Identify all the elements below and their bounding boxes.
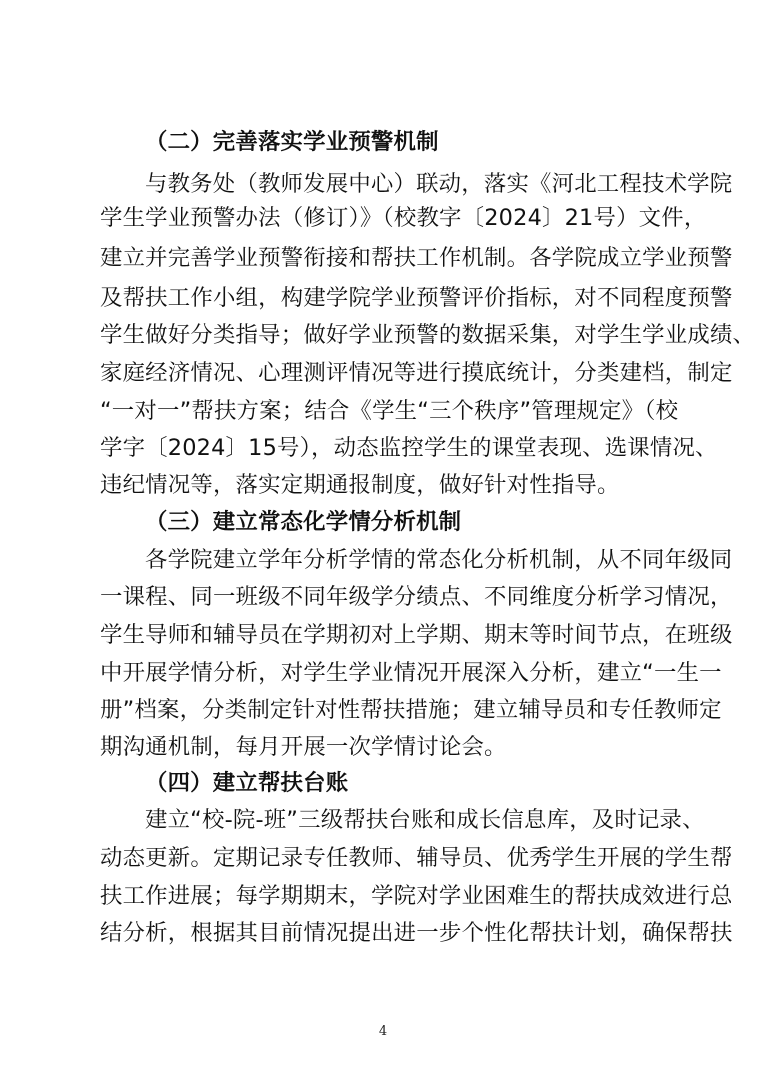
paragraph-line: 结分析，根据其目前情况提出进一步个性化帮扶计划，确保帮扶 xyxy=(100,920,733,946)
paragraph-line: 各学院建立学年分析学情的常态化分析机制，从不同年级同 xyxy=(145,547,733,573)
paragraph-line: 学生导师和辅导员在学期初对上学期、期末等时间节点，在班级 xyxy=(100,622,733,648)
paragraph-line: 与教务处（教师发展中心）联动，落实《河北工程技术学院 xyxy=(145,171,733,197)
paragraph-line: 一课程、同一班级不同年级学分绩点、不同维度分析学习情况， xyxy=(100,584,733,610)
section-4-heading: （四）建立帮扶台账 xyxy=(145,770,349,796)
paragraph-line: 期沟通机制，每月开展一次学情讨论会。 xyxy=(100,734,507,760)
paragraph-line: 及帮扶工作小组，构建学院学业预警评价指标，对不同程度预警 xyxy=(100,285,733,311)
page-number: 4 xyxy=(378,1024,388,1039)
paragraph-line: 扶工作进展；每学期期末，学院对学业困难生的帮扶成效进行总 xyxy=(100,883,733,909)
paragraph-line: 学字〔2024〕15号），动态监控学生的课堂表现、选课情况、 xyxy=(100,435,718,461)
paragraph-line: 学生做好分类指导；做好学业预警的数据采集，对学生学业成绩、 xyxy=(100,322,756,348)
paragraph-line: 学生学业预警办法（修订）》（校教字〔2024〕21号）文件， xyxy=(100,205,707,231)
section-2-heading: （二）完善落实学业预警机制 xyxy=(145,129,439,155)
section-3-heading: （三）建立常态化学情分析机制 xyxy=(145,509,462,535)
paragraph-line: 建立“校-院-班”三级帮扶台账和成长信息库，及时记录、 xyxy=(145,807,705,833)
paragraph-line: 家庭经济情况、心理测评情况等进行摸底统计，分类建档，制定 xyxy=(100,360,733,386)
paragraph-line: 建立并完善学业预警衔接和帮扶工作机制。各学院成立学业预警 xyxy=(100,245,733,271)
paragraph-line: 中开展学情分析，对学生学业情况开展深入分析，建立“一生一 xyxy=(100,660,722,686)
paragraph-line: 违纪情况等，落实定期通报制度，做好针对性指导。 xyxy=(100,472,620,498)
paragraph-line: 册”档案，分类制定针对性帮扶措施；建立辅导员和专任教师定 xyxy=(100,697,722,723)
paragraph-line: 动态更新。定期记录专任教师、辅导员、优秀学生开展的学生帮 xyxy=(100,845,733,871)
paragraph-line: “一对一”帮扶方案；结合《学生“三个秩序”管理规定》（校 xyxy=(100,398,679,424)
